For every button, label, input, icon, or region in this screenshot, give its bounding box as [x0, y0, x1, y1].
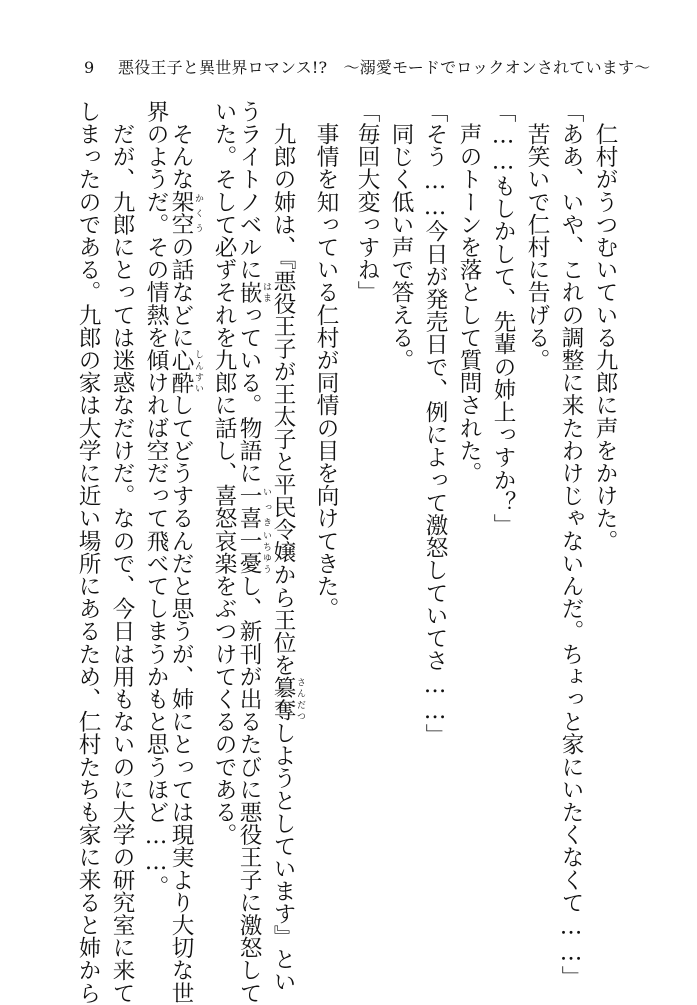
body-text	[70, 100, 618, 1005]
text-column-15: だが、九郎にとっては迷惑なだけだ。なので、今日は用もないのに大学の研究室に来て	[109, 100, 135, 1004]
text-column-1: 仁村がうつむいている九郎に声をかけた。	[592, 100, 618, 552]
text-column-4: 「……もしかして、先輩の姉上っすか？」	[490, 100, 516, 537]
column-11-part-1: うライトノベルに	[236, 100, 262, 281]
column-10-part-2: しようとしています』とい	[270, 721, 296, 993]
text-column-13	[168, 100, 203, 1005]
column-11-part-2: っている。物語に	[236, 303, 262, 485]
ruby-shinsui: 心酔 しんすい	[168, 348, 203, 394]
text-column-12: いた。そして必ずそれを九郎に話し、喜怒哀楽をぶつけてくるのである。	[211, 100, 237, 846]
text-column-5: 声のトーンを落として質問された。	[456, 100, 482, 485]
text-column-8: 「毎回大変っすね」	[354, 100, 380, 304]
text-column-7: 同じく低い声で答える。	[388, 100, 414, 372]
text-column-6: 「そう……今日が発売日で、例によって激怒していてさ……」	[422, 100, 448, 747]
text-column-9: 事情を知っている仁村が同情の目を向けてきた。	[313, 100, 339, 620]
column-11-part-3: し、新刊が出るたびに悪役王子に激怒して	[236, 574, 262, 1005]
column-13-part-2: の話などに	[168, 235, 194, 349]
column-13-part-3: してどうするんだと思うが、姉にとっては現実より大切な世	[168, 393, 194, 1005]
text-column-16: しまったのである。九郎の家は大学に近い場所にあるため、仁村たちも家に来ると姉から	[75, 100, 101, 1004]
column-10-part-1: 九郎の姉は、『悪役王子が王太子と平民令嬢から王位を	[270, 100, 296, 677]
ruby-ikki: 一喜 いっき	[236, 484, 271, 530]
page-number: 9	[84, 58, 95, 77]
column-13-part-1: そんな	[168, 100, 194, 191]
text-column-14: 界のようだ。その情熱を傾ければ空だって飛べてしまうかもと思うほど……。	[143, 100, 169, 898]
ruby-ichiyuu: 一憂 いちゆう	[236, 529, 271, 575]
page-header	[84, 56, 651, 80]
text-column-10	[270, 100, 305, 993]
text-column-11	[236, 100, 271, 1005]
ruby-kakuu: 架空 かくう	[168, 190, 203, 236]
ruby-hama: 嵌 はま	[236, 280, 271, 304]
text-column-3: 苦笑いで仁村に告げる。	[524, 100, 550, 372]
running-title: 悪役王子と異世界ロマンス!? 〜溺愛モードでロックオンされています〜	[118, 58, 651, 77]
text-column-2: 「ああ、いや、これの調整に来たわけじゃないんだ。ちょっと家にいたくなくて……」	[558, 100, 584, 989]
ruby-sandatsu: 簒奪 さんだつ	[270, 676, 305, 722]
